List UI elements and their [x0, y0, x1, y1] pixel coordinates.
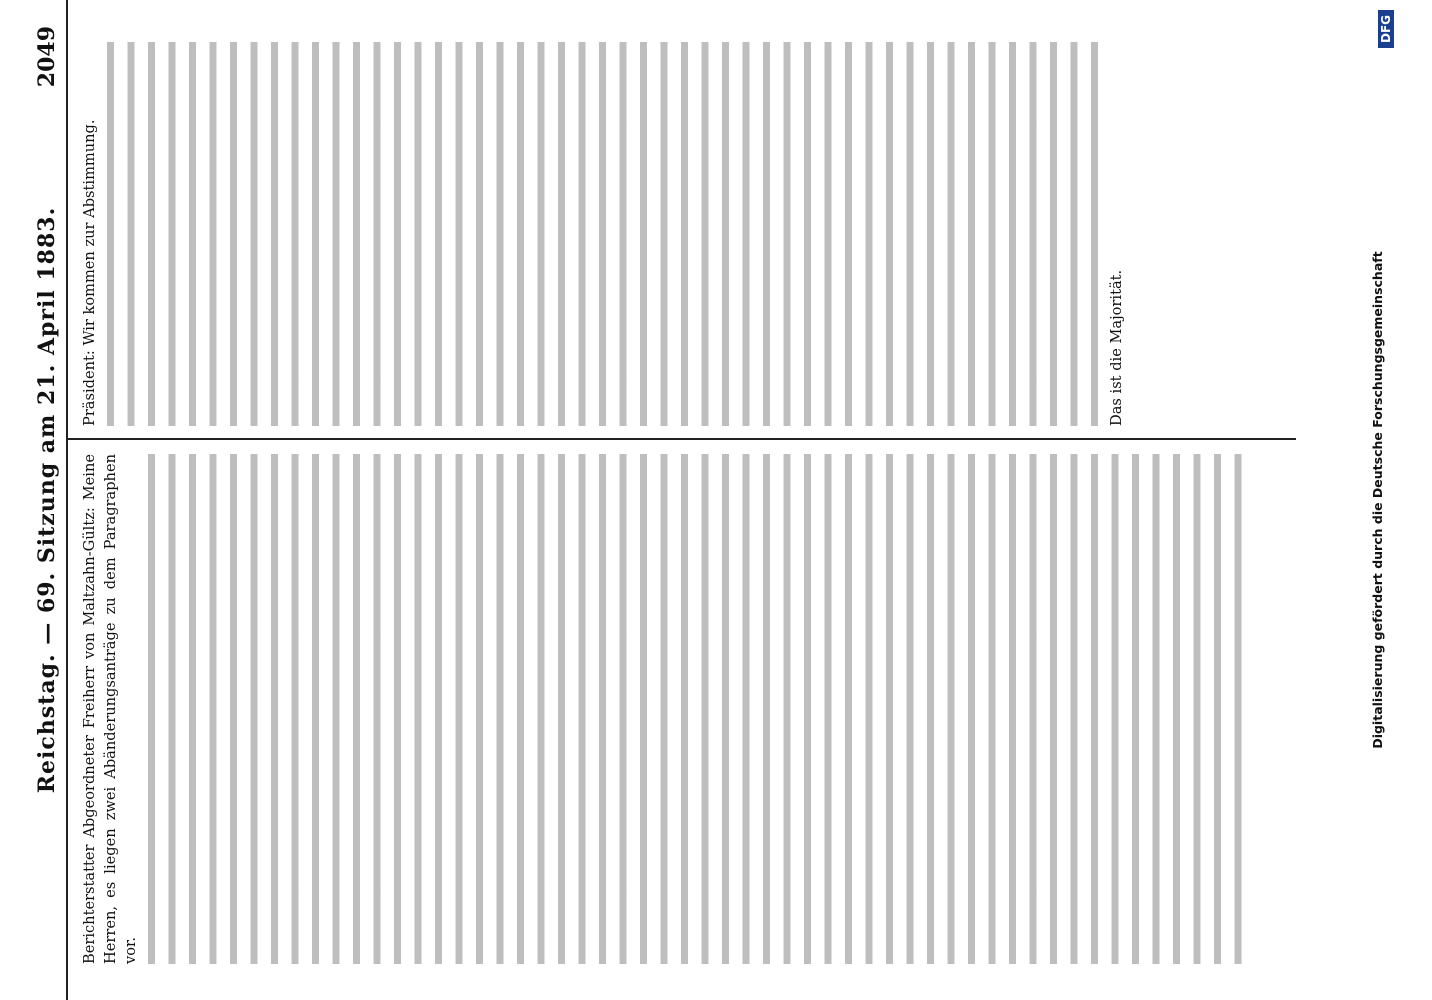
column-divider: [66, 438, 1296, 440]
footer-text: Digitalisierung gefördert durch die Deutsche Forschungsgemeinschaft: [1370, 251, 1385, 749]
dfg-logo: DFG: [1378, 10, 1394, 48]
left-column: [80, 449, 1290, 964]
right-column-last-line: Das ist die Majorität.: [1107, 269, 1125, 426]
page-title: Reichstag. — 69. Sitzung am 21. April 1883.: [34, 206, 60, 794]
president-line: Präsident: Wir kommen zur Abstimmung.: [81, 119, 98, 426]
illegible-text-block: [101, 42, 1101, 426]
page-number: 2049: [34, 26, 60, 88]
digitization-footer: [1370, 0, 1404, 1000]
left-column-opening: Berichterstatter Abgeordneter Freiherr von Maltzahn-Gültz: Meine Herren, es liegen zwei Abänderungsanträge zu dem Paragraphen vor.: [81, 449, 139, 964]
right-column: [80, 42, 1290, 426]
running-header: [30, 0, 68, 1000]
illegible-text-block: [142, 454, 1242, 964]
